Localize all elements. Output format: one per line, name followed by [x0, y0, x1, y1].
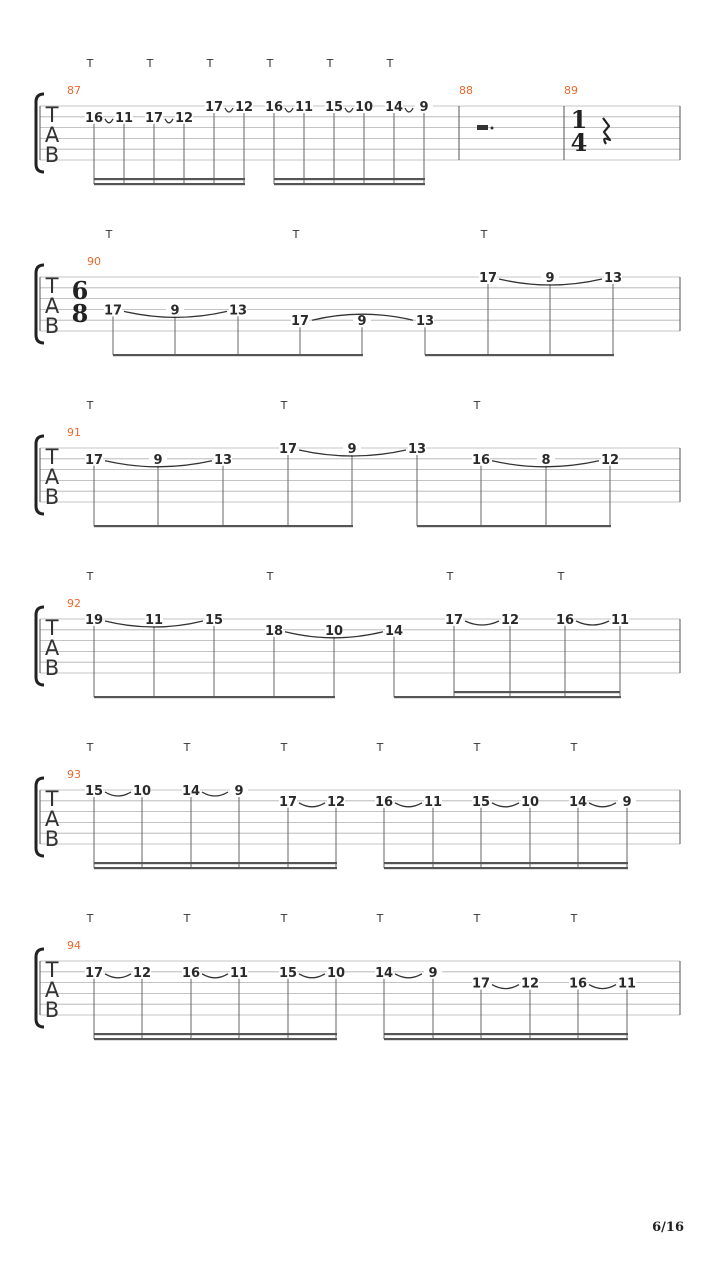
- tap-marker: T: [86, 570, 94, 583]
- fret-number: 12: [234, 100, 254, 115]
- slur: [299, 974, 325, 978]
- tap-marker: T: [446, 570, 454, 583]
- fret-number: 15: [324, 100, 344, 115]
- beam: [394, 696, 621, 698]
- tap-marker: T: [105, 228, 113, 241]
- fret-number: 13: [407, 442, 427, 457]
- fret-number: 19: [84, 613, 104, 628]
- fret-number: 9: [170, 303, 180, 319]
- tab-system: [36, 228, 680, 356]
- rest-dot: [491, 127, 494, 130]
- tap-marker: T: [280, 912, 288, 925]
- tap-marker: T: [292, 228, 300, 241]
- time-signature-bottom: 8: [71, 299, 89, 328]
- slur: [105, 974, 131, 978]
- tap-marker: T: [86, 741, 94, 754]
- tap-marker: T: [146, 57, 154, 70]
- tab-system: [36, 57, 680, 185]
- fret-number: 16: [181, 965, 201, 981]
- fret-number: 12: [600, 452, 620, 468]
- beam: [384, 1038, 628, 1040]
- tap-marker: T: [266, 570, 274, 583]
- fret-number: 16: [84, 110, 104, 126]
- slur: [395, 974, 422, 978]
- tab-clef-letter: T: [45, 445, 59, 469]
- tap-marker: T: [86, 912, 94, 925]
- beam: [425, 354, 614, 356]
- beam-secondary: [384, 1033, 628, 1035]
- beam: [384, 867, 628, 869]
- slur: [576, 621, 609, 625]
- slur: [299, 803, 325, 807]
- slur: [105, 119, 113, 123]
- fret-number: 15: [84, 784, 104, 799]
- fret-number: 16: [374, 794, 394, 810]
- tap-marker: T: [570, 912, 578, 925]
- slur: [105, 792, 131, 796]
- fret-number: 8: [541, 452, 551, 468]
- slur: [202, 974, 228, 978]
- fret-number: 16: [568, 976, 588, 992]
- tab-clef-letter: B: [44, 998, 60, 1022]
- fret-number: 9: [428, 965, 438, 981]
- fret-number: 13: [228, 303, 248, 319]
- slur: [285, 108, 293, 112]
- fret-number: 12: [132, 965, 152, 981]
- tap-marker: T: [183, 912, 191, 925]
- fret-number: 14: [374, 965, 394, 981]
- tab-system: [36, 741, 680, 869]
- fret-number: 17: [278, 794, 298, 810]
- fret-number: 12: [520, 976, 540, 992]
- slur: [345, 108, 353, 112]
- tab-clef-letter: B: [44, 143, 60, 167]
- fret-number: 9: [234, 784, 244, 799]
- fret-number: 17: [103, 303, 123, 319]
- tab-clef-letter: A: [44, 636, 60, 660]
- fret-number: 15: [204, 613, 224, 628]
- fret-number: 9: [419, 100, 429, 115]
- tab-system: [36, 399, 680, 527]
- tab-clef-letter: T: [45, 103, 59, 127]
- tap-marker: T: [386, 57, 394, 70]
- tab-clef-letter: A: [44, 123, 60, 147]
- fret-number: 11: [423, 794, 443, 810]
- tab-clef-letter: B: [44, 827, 60, 851]
- slur: [202, 792, 228, 796]
- fret-number: 13: [213, 452, 233, 468]
- tap-marker: T: [557, 570, 565, 583]
- tap-marker: T: [376, 741, 384, 754]
- tap-marker: T: [376, 912, 384, 925]
- tap-marker: T: [326, 57, 334, 70]
- slur: [492, 985, 519, 989]
- fret-number: 11: [229, 965, 249, 981]
- tab-clef-letter: T: [45, 274, 59, 298]
- slur: [589, 985, 616, 989]
- fret-number: 18: [264, 623, 284, 639]
- time-signature-bottom: 4: [570, 128, 588, 157]
- beam: [417, 525, 611, 527]
- beam-secondary: [384, 862, 628, 864]
- fret-number: 11: [610, 613, 630, 628]
- beam: [94, 867, 337, 869]
- fret-number: 14: [384, 623, 404, 639]
- fret-number: 10: [520, 794, 540, 810]
- tab-system: [36, 912, 680, 1040]
- fret-number: 14: [384, 100, 404, 115]
- fret-number: 11: [114, 110, 134, 126]
- fret-number: 15: [471, 794, 491, 810]
- fret-number: 17: [84, 965, 104, 981]
- measure-number: 91: [67, 426, 81, 439]
- tap-marker: T: [206, 57, 214, 70]
- fret-number: 10: [354, 100, 374, 115]
- fret-number: 16: [471, 452, 491, 468]
- tab-clef-letter: T: [45, 616, 59, 640]
- fret-number: 16: [555, 613, 575, 628]
- fret-number: 17: [144, 110, 164, 126]
- fret-number: 17: [290, 314, 310, 330]
- slur: [225, 108, 233, 112]
- tab-clef-letter: A: [44, 465, 60, 489]
- fret-number: 9: [153, 452, 163, 468]
- beam-secondary: [94, 1033, 337, 1035]
- tab-system: [36, 570, 680, 698]
- fret-number: 9: [545, 271, 555, 286]
- tap-marker: T: [86, 57, 94, 70]
- time-signature-top: 6: [71, 276, 89, 305]
- fret-number: 16: [264, 100, 284, 115]
- fret-number: 12: [326, 794, 346, 810]
- time-signature-top: 1: [570, 105, 588, 134]
- measure-number: 89: [564, 84, 578, 97]
- measure-number: 88: [459, 84, 473, 97]
- fret-number: 10: [324, 623, 344, 639]
- tap-marker: T: [280, 741, 288, 754]
- tab-clef-letter: B: [44, 656, 60, 680]
- beam-secondary: [94, 862, 337, 864]
- tap-marker: T: [480, 228, 488, 241]
- fret-number: 9: [357, 314, 367, 330]
- fret-number: 13: [603, 271, 623, 286]
- beam: [113, 354, 363, 356]
- measure-number: 92: [67, 597, 81, 610]
- tap-marker: T: [570, 741, 578, 754]
- tab-clef-letter: T: [45, 787, 59, 811]
- dotted-half-rest: [477, 125, 488, 130]
- beam-secondary: [274, 178, 425, 180]
- slur: [465, 621, 499, 625]
- fret-number: 17: [478, 271, 498, 286]
- tab-clef-letter: A: [44, 294, 60, 318]
- beam: [94, 1038, 337, 1040]
- tab-clef-letter: A: [44, 978, 60, 1002]
- tab-clef-letter: A: [44, 807, 60, 831]
- fret-number: 15: [278, 965, 298, 981]
- tap-marker: T: [473, 741, 481, 754]
- fret-number: 12: [500, 613, 520, 628]
- fret-number: 9: [347, 442, 357, 457]
- measure-number: 94: [67, 939, 81, 952]
- slur: [589, 803, 616, 807]
- fret-number: 11: [294, 100, 314, 115]
- fret-number: 10: [326, 965, 346, 981]
- tap-marker: T: [266, 57, 274, 70]
- tab-clef-letter: B: [44, 314, 60, 338]
- beam: [94, 525, 353, 527]
- tap-marker: T: [473, 399, 481, 412]
- fret-number: 13: [415, 314, 435, 330]
- tap-marker: T: [183, 741, 191, 754]
- fret-number: 10: [132, 784, 152, 799]
- fret-number: 14: [181, 784, 201, 799]
- fret-number: 17: [444, 613, 464, 628]
- slur: [405, 108, 413, 112]
- beam: [94, 696, 335, 698]
- beam: [94, 183, 245, 185]
- fret-number: 9: [622, 794, 632, 810]
- measure-number: 93: [67, 768, 81, 781]
- measure-number: 87: [67, 84, 81, 97]
- fret-number: 17: [471, 976, 491, 992]
- beam: [274, 183, 425, 185]
- beam-secondary: [454, 691, 620, 693]
- fret-number: 14: [568, 794, 588, 810]
- beam-secondary: [94, 178, 245, 180]
- fret-number: 17: [278, 442, 298, 457]
- slur: [492, 803, 519, 807]
- fret-number: 12: [174, 110, 194, 126]
- tab-clef-letter: B: [44, 485, 60, 509]
- tap-marker: T: [473, 912, 481, 925]
- fret-number: 11: [617, 976, 637, 992]
- quarter-rest: [603, 118, 610, 144]
- tap-marker: T: [86, 399, 94, 412]
- tab-clef-letter: T: [45, 958, 59, 982]
- slur: [395, 803, 422, 807]
- measure-number: 90: [87, 255, 101, 268]
- fret-number: 17: [204, 100, 224, 115]
- fret-number: 11: [144, 613, 164, 628]
- slur: [165, 119, 173, 123]
- fret-number: 17: [84, 452, 104, 468]
- tap-marker: T: [280, 399, 288, 412]
- page-number: 6/16: [652, 1220, 684, 1235]
